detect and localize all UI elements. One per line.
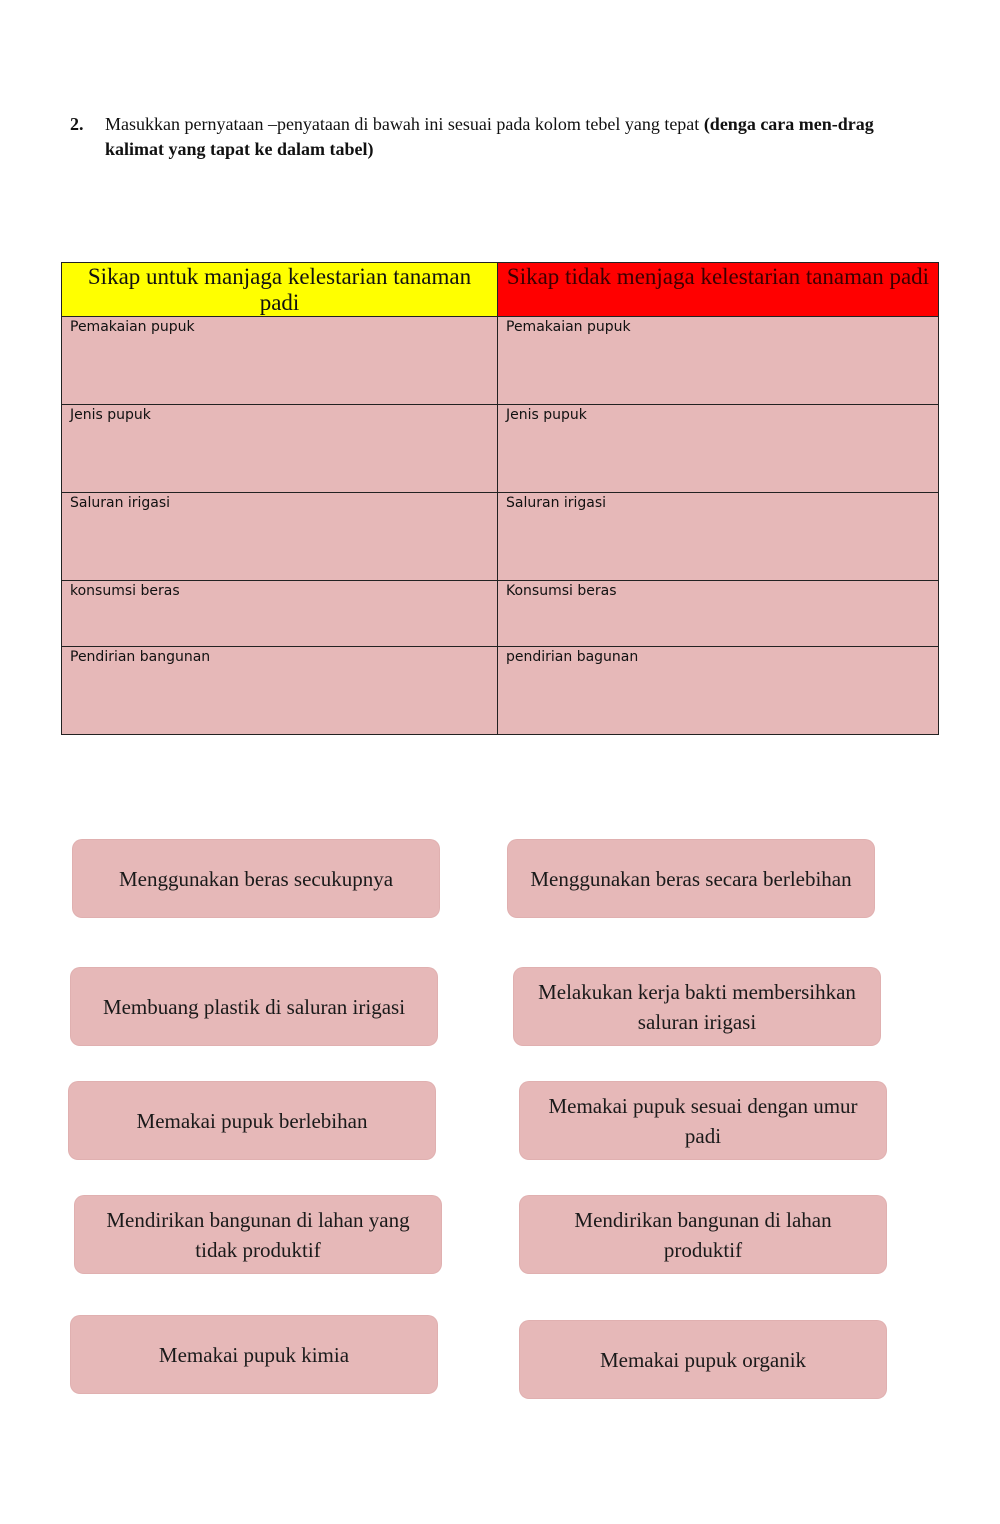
draggable-card[interactable]: [75, 1196, 441, 1273]
draggable-card[interactable]: [520, 1196, 886, 1273]
table-row: [62, 493, 939, 581]
card-label: Mendirikan bangunan di lahan yang tidak produktif: [106, 1207, 410, 1262]
question-number: 2.: [70, 114, 84, 134]
table-row: [62, 405, 939, 493]
drop-zone-notkeep-building[interactable]: pendirian bagunan: [498, 647, 939, 735]
draggable-card[interactable]: [520, 1082, 886, 1159]
draggable-card[interactable]: [71, 1316, 437, 1393]
header-keep: Sikap untuk manjaga kelestarian tanaman padi: [62, 263, 498, 317]
question-instruction: Masukkan pernyataan –penyataan di bawah ini sesuai pada kolom tebel yang tepat: [105, 114, 704, 134]
draggable-card[interactable]: [520, 1321, 886, 1398]
card-label: Memakai pupuk organik: [599, 1347, 807, 1372]
drop-zone-notkeep-fertilizer-use[interactable]: Pemakaian pupuk: [498, 317, 939, 405]
draggable-card[interactable]: [69, 1082, 435, 1159]
draggable-card[interactable]: [514, 968, 880, 1045]
sorting-table: [61, 262, 939, 735]
header-not-keep: Sikap tidak menjaga kelestarian tanaman padi: [498, 263, 939, 317]
card-label: Memakai pupuk kimia: [158, 1342, 350, 1367]
draggable-card[interactable]: [73, 840, 439, 917]
drop-zone-keep-fertilizer-type[interactable]: Jenis pupuk: [62, 405, 498, 493]
drop-zone-notkeep-irrigation[interactable]: Saluran irigasi: [498, 493, 939, 581]
card-label: Menggunakan beras secukupnya: [118, 866, 394, 891]
question-hint: (denga cara men-drag kalimat yang tapat ke dalam tabel): [105, 114, 874, 159]
drop-zone-notkeep-fertilizer-type[interactable]: Jenis pupuk: [498, 405, 939, 493]
draggable-card[interactable]: [508, 840, 874, 917]
question-text: [105, 112, 910, 162]
table-row: [62, 647, 939, 735]
drop-zone-keep-irrigation[interactable]: Saluran irigasi: [62, 493, 498, 581]
card-label: Memakai pupuk sesuai dengan umur padi: [548, 1093, 858, 1148]
draggable-card[interactable]: [71, 968, 437, 1045]
drop-zone-notkeep-rice-consumption[interactable]: Konsumsi beras: [498, 581, 939, 647]
drop-zone-keep-building[interactable]: Pendirian bangunan: [62, 647, 498, 735]
card-label: Membuang plastik di saluran irigasi: [102, 994, 406, 1019]
card-label: Memakai pupuk berlebihan: [136, 1108, 368, 1133]
drop-zone-keep-rice-consumption[interactable]: konsumsi beras: [62, 581, 498, 647]
card-label: Mendirikan bangunan di lahan produktif: [574, 1207, 832, 1262]
table-row: [62, 581, 939, 647]
drop-zone-keep-fertilizer-use[interactable]: Pemakaian pupuk: [62, 317, 498, 405]
table-row: [62, 317, 939, 405]
card-label: Melakukan kerja bakti membersihkan saluran irigasi: [538, 979, 856, 1034]
card-label: Menggunakan beras secara berlebihan: [530, 866, 852, 891]
